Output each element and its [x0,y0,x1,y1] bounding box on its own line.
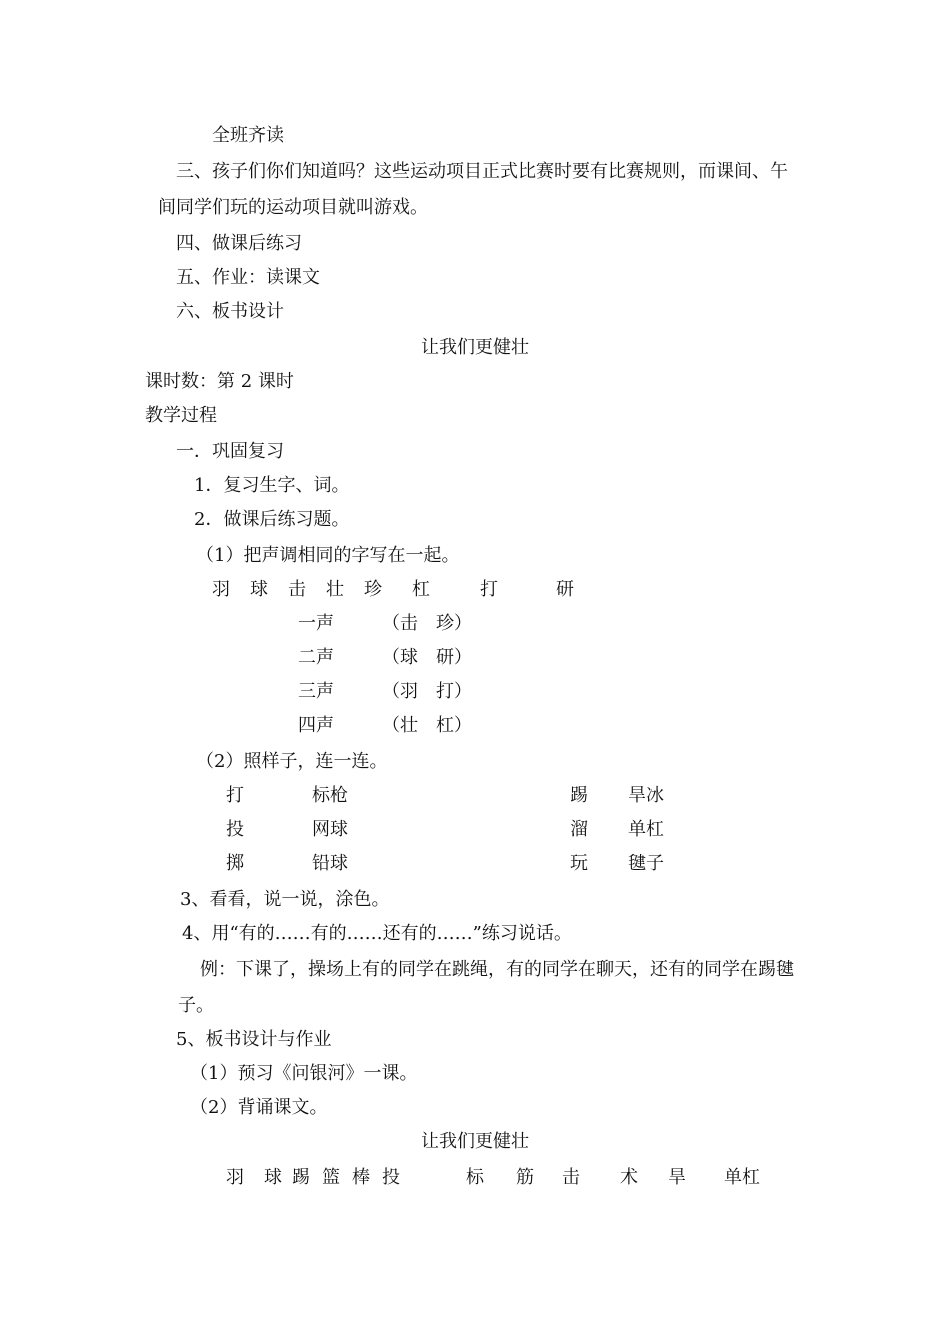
char-item: 击 [288,579,306,600]
match-verb: 溜 [570,819,588,840]
tone-label: 二声 [298,647,334,668]
tone-chars: （壮 杠） [382,715,472,736]
line-item-4: 4、用“有的……有的……还有的……”练习说话。 [182,923,572,944]
line-exercise-2: （2）照样子，连一连。 [196,751,388,772]
line-review-2: 2．做课后练习题。 [194,509,350,530]
tone-label: 一声 [298,613,334,634]
board-item: 旱 [668,1167,686,1188]
match-verb: 打 [226,785,244,806]
char-item: 打 [480,579,498,600]
board-item: 篮 [322,1167,340,1188]
line-item-3: 3、看看，说一说，涂色。 [180,889,390,910]
lesson-title: 让我们更健壮 [421,337,529,358]
line-example-cont: 子。 [178,995,214,1016]
match-verb: 掷 [226,853,244,874]
board-item: 标 [466,1167,484,1188]
line-homework-2: （2）背诵课文。 [190,1097,328,1118]
line-whole-class-read: 全班齐读 [212,125,284,146]
tone-label: 四声 [298,715,334,736]
board-item: 投 [382,1167,400,1188]
board-item: 筋 [516,1167,534,1188]
line-review: 一．巩固复习 [176,441,284,462]
match-noun: 标枪 [312,785,348,806]
char-item: 研 [556,579,574,600]
match-noun: 网球 [312,819,348,840]
match-verb: 踢 [570,785,588,806]
line-section-five: 五、作业：读课文 [176,267,320,288]
tone-chars: （球 研） [382,647,472,668]
line-example: 例：下课了，操场上有的同学在跳绳，有的同学在聊天，还有的同学在踢毽 [200,959,794,980]
tone-label: 三声 [298,681,334,702]
char-item: 杠 [412,579,430,600]
line-section-three-cont: 间同学们玩的运动项目就叫游戏。 [158,197,428,218]
board-item: 球 [264,1167,282,1188]
board-item: 术 [620,1167,638,1188]
line-review-1: 1．复习生字、词。 [194,475,350,496]
board-item: 单杠 [724,1167,760,1188]
match-noun: 单杠 [628,819,664,840]
char-item: 球 [250,579,268,600]
char-item: 羽 [212,579,230,600]
board-title: 让我们更健壮 [421,1131,529,1152]
char-item: 壮 [326,579,344,600]
line-section-six: 六、板书设计 [176,301,284,322]
line-exercise-1: （1）把声调相同的字写在一起。 [196,545,460,566]
board-item: 踢 [292,1167,310,1188]
tone-chars: （击 珍） [382,613,472,634]
board-item: 棒 [352,1167,370,1188]
tone-chars: （羽 打） [382,681,472,702]
line-section-four: 四、做课后练习 [176,233,302,254]
char-item: 珍 [364,579,382,600]
line-lesson-period: 课时数：第 2 课时 [145,371,294,392]
line-homework-1: （1）预习《问银河》一课。 [190,1063,418,1084]
match-noun: 旱冰 [628,785,664,806]
board-item: 羽 [226,1167,244,1188]
line-teaching-process: 教学过程 [145,405,217,426]
board-item: 击 [562,1167,580,1188]
match-verb: 玩 [570,853,588,874]
match-noun: 铅球 [312,853,348,874]
match-verb: 投 [226,819,244,840]
line-section-three: 三、孩子们你们知道吗？这些运动项目正式比赛时要有比赛规则，而课间、午 [176,161,788,182]
line-item-5: 5、板书设计与作业 [176,1029,332,1050]
match-noun: 毽子 [628,853,664,874]
